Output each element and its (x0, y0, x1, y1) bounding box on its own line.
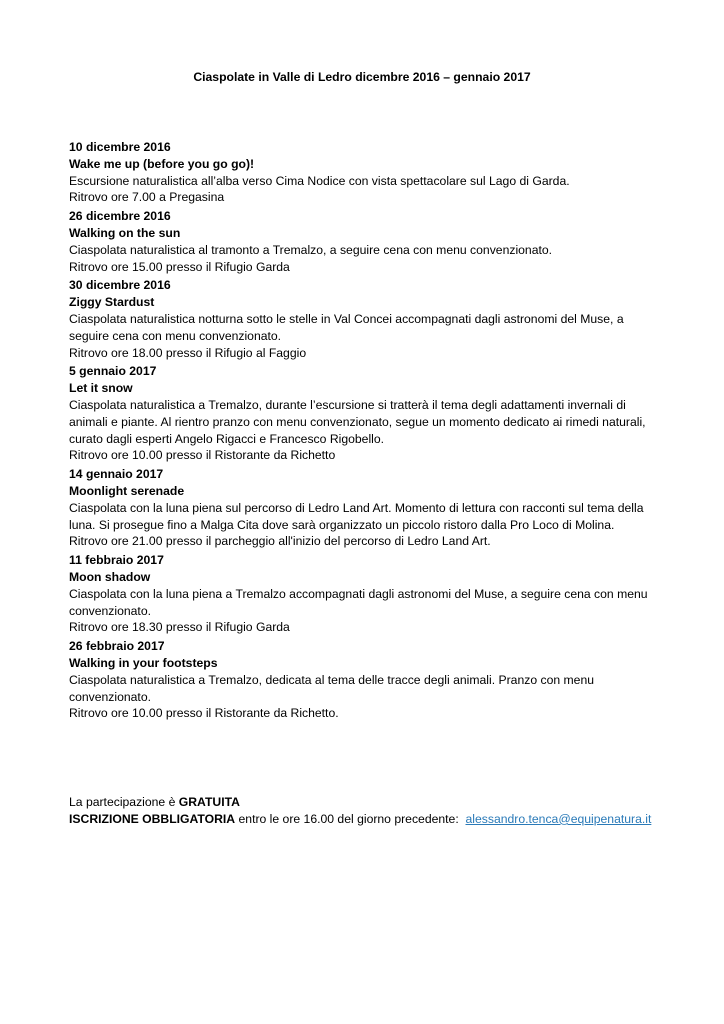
events-list (69, 139, 669, 724)
event-name: Walking in your footsteps (69, 655, 218, 670)
registration-line (69, 811, 669, 828)
event-description-line: Ciaspolata con la luna piena sul percorso di Ledro Land Art. Momento di lettura con racconti sul tema della (69, 500, 644, 515)
event-description-line: Ciaspolata naturalistica a Tremalzo, durante l’escursione si tratterà il tema degli adattamenti invernali di (69, 397, 626, 412)
participation-prefix: La partecipazione è (69, 795, 179, 809)
event-date: 14 gennaio 2017 (69, 467, 164, 482)
event-date: 26 febbraio 2017 (69, 639, 165, 654)
event-item (69, 139, 669, 206)
participation-value: GRATUITA (178, 795, 240, 809)
event-description-line: convenzionato. (69, 603, 151, 618)
event-item (69, 466, 669, 550)
event-meeting-point: Ritrovo ore 18.30 presso il Rifugio Garda (69, 620, 290, 635)
email-link[interactable]: alessandro.tenca@equipenatura.it (465, 811, 652, 826)
event-date: 26 dicembre 2016 (69, 209, 171, 224)
event-description-line: Ciaspolata con la luna piena a Tremalzo accompagnati dagli astronomi del Muse, a seguire cena con menu (69, 586, 648, 601)
event-meeting-point: Ritrovo ore 7.00 a Pregasina (69, 190, 225, 205)
event-date: 5 gennaio 2017 (69, 364, 157, 379)
event-item (69, 363, 669, 464)
event-meeting-point: Ritrovo ore 18.00 presso il Rifugio al Faggio (69, 345, 307, 360)
registration-text: entro le ore 16.00 del giorno precedente: (235, 811, 466, 826)
event-meeting-point: Ritrovo ore 10.00 presso il Ristorante da Richetto (69, 448, 336, 463)
event-date: 11 febbraio 2017 (69, 553, 164, 568)
event-description-line: curato dagli esperti Angelo Rigacci e Francesco Rigobello. (69, 431, 385, 446)
event-description-line: convenzionato. (69, 689, 151, 704)
event-meeting-point: Ritrovo ore 15.00 presso il Rifugio Garda (69, 259, 290, 274)
event-date: 30 dicembre 2016 (69, 278, 171, 293)
event-description-line: animali e piante. Al rientro pranzo con menu convenzionato, segue un momento dedicato ai rimedi naturali, (69, 414, 646, 429)
event-date: 10 dicembre 2016 (69, 140, 171, 154)
event-item (69, 638, 669, 722)
event-description-line: Escursione naturalistica all’alba verso Cima Nodice con vista spettacolare sul Lago di Garda. (69, 173, 570, 188)
event-description-line: seguire cena con menu convenzionato. (69, 328, 282, 343)
event-item (69, 552, 669, 636)
event-description-line: Ciaspolata naturalistica al tramonto a Tremalzo, a seguire cena con menu convenzionato. (69, 242, 553, 257)
participation-line (69, 794, 669, 811)
registration-label: ISCRIZIONE OBBLIGATORIA (69, 811, 236, 826)
event-item (69, 277, 669, 361)
event-description-line: Ciaspolata naturalistica a Tremalzo, dedicata al tema delle tracce degli animali. Pranzo con menu (69, 672, 595, 687)
event-meeting-point: Ritrovo ore 21.00 presso il parcheggio all'inizio del percorso di Ledro Land Art. (69, 534, 491, 549)
event-name: Wake me up (before you go go)! (69, 156, 255, 171)
registration-info (69, 794, 669, 828)
event-meeting-point: Ritrovo ore 10.00 presso il Ristorante da Richetto. (69, 706, 339, 721)
event-name: Let it snow (69, 381, 133, 396)
event-name: Walking on the sun (69, 225, 181, 240)
event-name: Moon shadow (69, 569, 151, 584)
event-name: Ziggy Stardust (69, 295, 155, 310)
event-description-line: Ciaspolata naturalistica notturna sotto le stelle in Val Concei accompagnati dagli astronomi del Muse, a (69, 311, 624, 326)
event-name: Moonlight serenade (69, 483, 185, 498)
event-description-line: luna. Si prosegue fino a Malga Cita dove sarà organizzato un piccolo ristoro dalla Pro Loco di Molina. (69, 517, 615, 532)
document-title: Ciaspolate in Valle di Ledro dicembre 2016 – gennaio 2017 (193, 70, 531, 84)
event-item (69, 208, 669, 275)
